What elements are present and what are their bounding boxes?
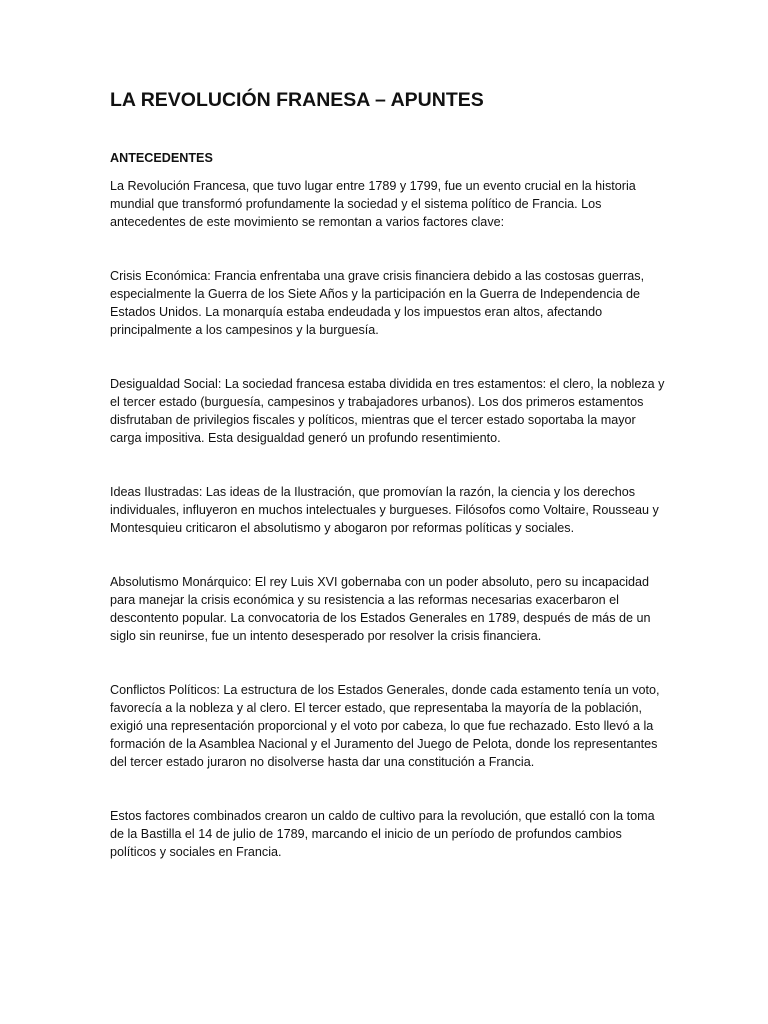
document-body (110, 86, 670, 861)
paragraph-conclusion: Estos factores combinados crearon un caldo de cultivo para la revolución, que estalló con la toma de la Bastilla el 14 de julio de 1789, marcando el inicio de un período de profundos cambios políticos y sociales en Francia. (110, 809, 655, 859)
paragraph-crisis-economica: Crisis Económica: Francia enfrentaba una grave crisis financiera debido a las costosas guerras, especialmente la Guerra de los Siete Años y la participación en la Guerra de Independencia de Estados Unidos. La monarquía estaba endeudada y los impuestos eran altos, afectando principalmente a los campesinos y la burguesía. (110, 269, 645, 337)
paragraph-ideas-ilustradas: Ideas Ilustradas: Las ideas de la Ilustración, que promovían la razón, la ciencia y los derechos individuales, influyeron en muchos intelectuales y burgueses. Filósofos como Voltaire, Rousseau y Montesquieu criticaron el absolutismo y abogaron por reformas políticas y sociales. (110, 485, 659, 535)
paragraph-absolutismo-monarquico: Absolutismo Monárquico: El rey Luis XVI gobernaba con un poder absoluto, pero su incapacidad para manejar la crisis económica y su resistencia a las reformas necesarias exacerbaron el descontento popular. La convocatoria de los Estados Generales en 1789, después de más de un siglo sin reunirse, fue un intento desesperado por resolver la crisis financiera. (110, 575, 651, 643)
paragraph-desigualdad-social: Desigualdad Social: La sociedad francesa estaba dividida en tres estamentos: el clero, la nobleza y el tercer estado (burguesía, campesinos y trabajadores urbanos). Los dos primeros estamentos disfrutaban de privilegios fiscales y políticos, mientras que el tercer estado soportaba la mayor carga impositiva. Esta desigualdad generó un profundo resentimiento. (110, 377, 665, 445)
paragraph-conflictos-politicos: Conflictos Políticos: La estructura de los Estados Generales, donde cada estamento tenía un voto, favorecía a la nobleza y al clero. El tercer estado, que representaba la mayoría de la población, exigió una representación proporcional y el voto por cabeza, lo que fue rechazado. Esto llevó a la formación de la Asamblea Nacional y el Juramento del Juego de Pelota, donde los representantes del tercer estado juraron no disolverse hasta dar una constitución a Francia. (110, 683, 660, 769)
section-heading-antecedentes: ANTECEDENTES (110, 151, 213, 165)
document-title: LA REVOLUCIÓN FRANESA – APUNTES (110, 89, 484, 111)
paragraph-intro: La Revolución Francesa, que tuvo lugar entre 1789 y 1799, fue un evento crucial en la historia mundial que transformó profundamente la sociedad y el sistema político de Francia. Los antecedentes de este movimiento se remontan a varios factores clave: (110, 179, 636, 229)
